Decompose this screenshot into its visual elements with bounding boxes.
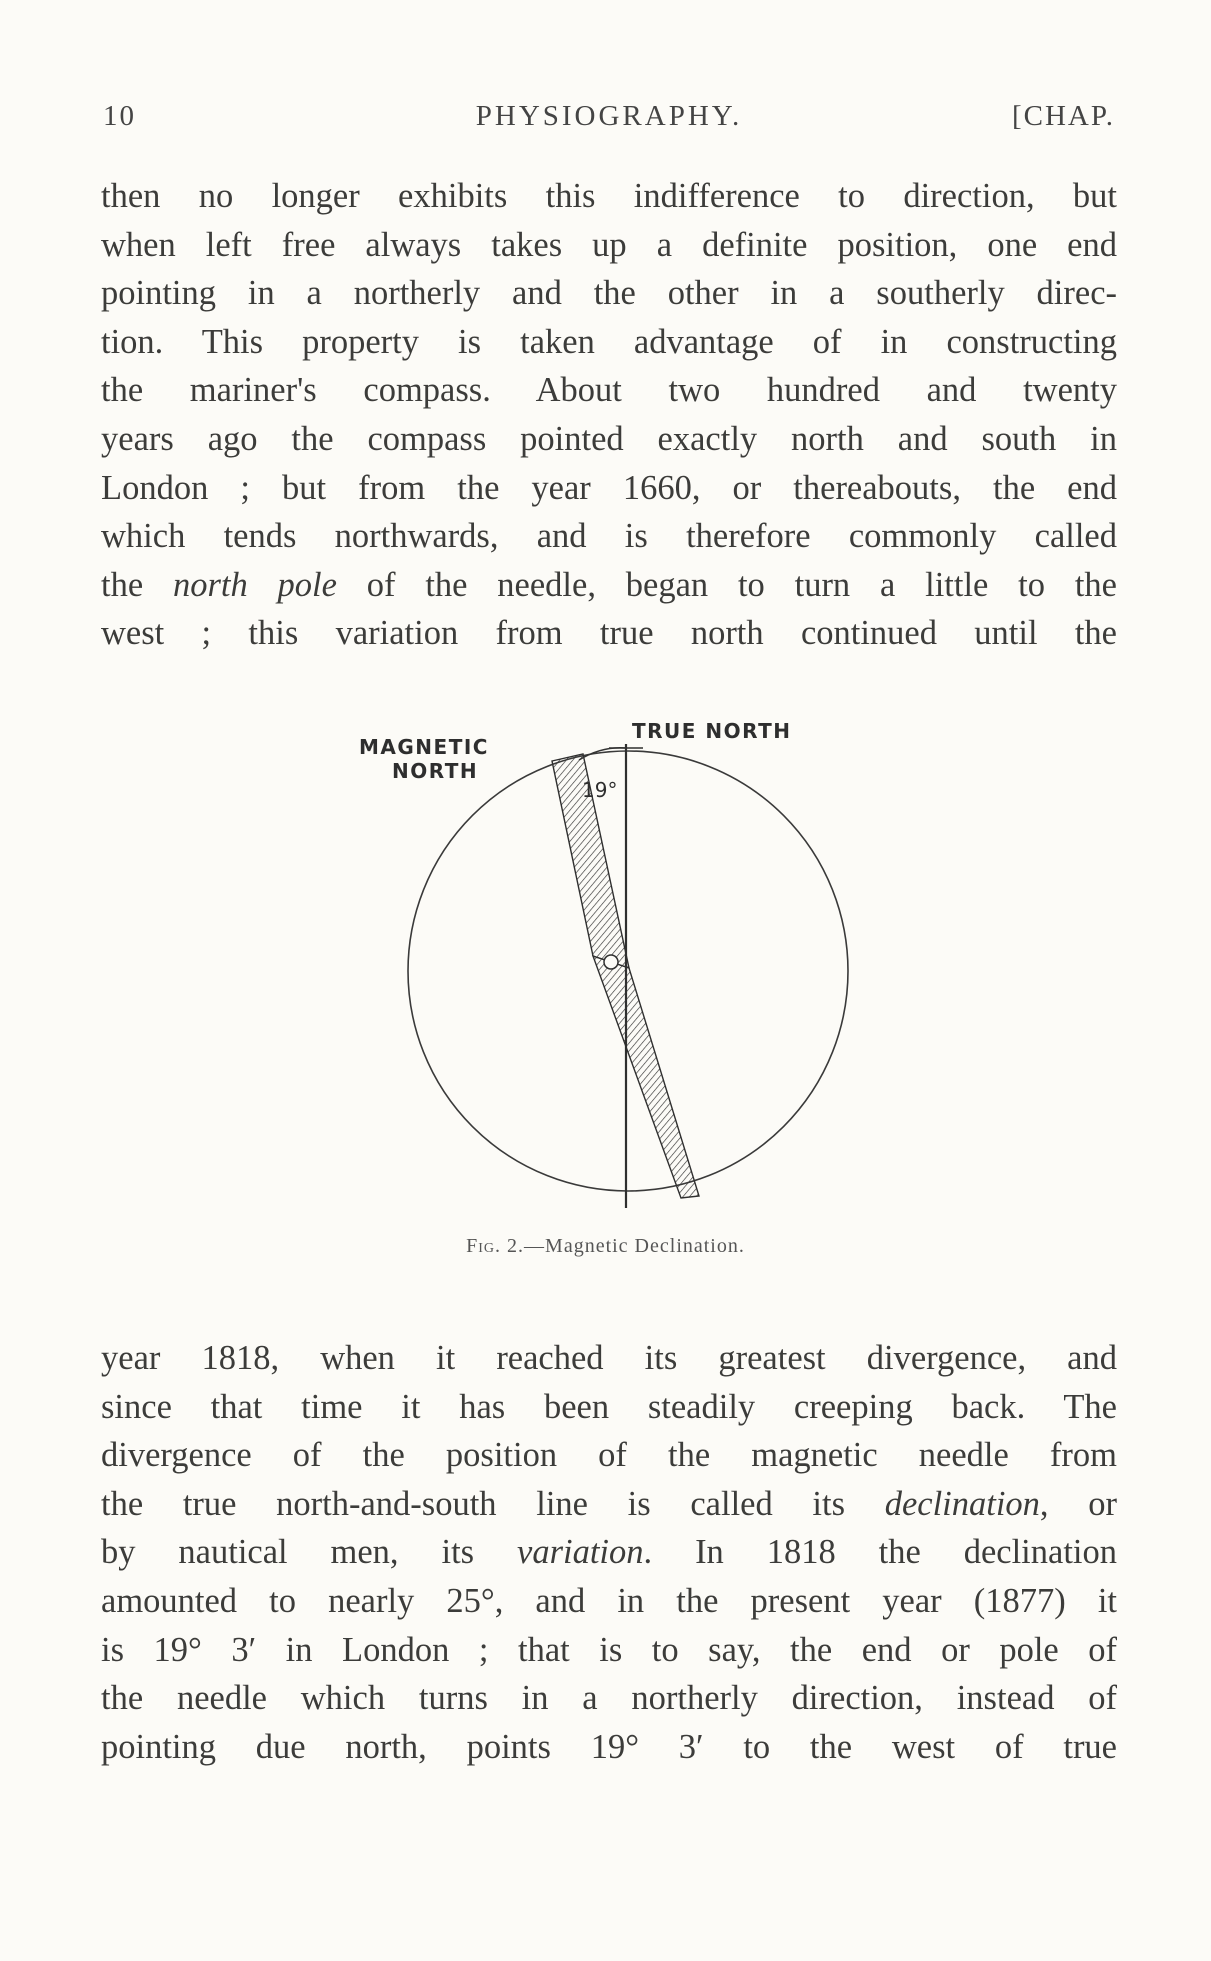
text-line: since that time it has been steadily creeping back. The bbox=[101, 1387, 1117, 1426]
text-line: London ; but from the year 1660, or thereabouts, the end bbox=[101, 468, 1117, 507]
text-line: west ; this variation from true north continued until the bbox=[101, 614, 1117, 653]
text-line: which tends northwards, and is therefore commonly called bbox=[101, 517, 1117, 556]
text-span: . In 1818 the declination bbox=[643, 1533, 1117, 1572]
text-line bbox=[101, 1528, 1117, 1577]
text-line: then no longer exhibits this indifference to direction, but bbox=[101, 177, 1117, 215]
text-line: tion. This property is taken advantage of in constructing bbox=[101, 322, 1117, 361]
north-label: NORTH bbox=[392, 759, 479, 783]
text-line: amounted to nearly 25°, and in the present year (1877) it bbox=[101, 1581, 1117, 1620]
text-line: when left free always takes up a definite position, one end bbox=[101, 225, 1117, 264]
text-span: the bbox=[101, 565, 173, 604]
needle-south-half bbox=[593, 956, 699, 1198]
text-line: the needle which turns in a northerly direction, instead of bbox=[101, 1679, 1117, 1718]
text-span: the true north-and-south line is called its bbox=[101, 1484, 885, 1523]
declination-figure bbox=[355, 708, 855, 1228]
figure-caption bbox=[0, 1235, 1211, 1258]
term-north-pole: north pole bbox=[172, 565, 337, 604]
paragraph-bottom bbox=[101, 1334, 1117, 1771]
caption-text: —Magnetic Declination. bbox=[524, 1235, 745, 1257]
angle-arc bbox=[579, 748, 626, 760]
text-span: of the needle, began to turn a little to the bbox=[336, 565, 1117, 604]
angle-label: 19° bbox=[582, 778, 618, 802]
paragraph-top bbox=[101, 172, 1117, 658]
text-line: pointing due north, points 19° 3′ to the west of true bbox=[101, 1727, 1117, 1766]
running-head bbox=[103, 100, 1115, 140]
text-line bbox=[101, 561, 1117, 610]
needle-pivot bbox=[604, 955, 618, 969]
term-variation: variation bbox=[517, 1533, 644, 1572]
text-line bbox=[101, 1480, 1117, 1529]
text-span: by nautical men, its bbox=[101, 1533, 518, 1572]
text-line: years ago the compass pointed exactly north and south in bbox=[101, 419, 1117, 458]
chapter-marker: [CHAP. bbox=[1011, 100, 1115, 132]
true-north-label: TRUE NORTH bbox=[632, 719, 792, 743]
page-number: 10 bbox=[103, 100, 136, 132]
text-line: is 19° 3′ in London ; that is to say, the end or pole of bbox=[101, 1630, 1117, 1669]
term-declination: declination bbox=[884, 1484, 1040, 1523]
text-line: pointing in a northerly and the other in a southerly direc- bbox=[101, 274, 1117, 313]
text-span: , or bbox=[1039, 1484, 1117, 1523]
running-title: PHYSIOGRAPHY. bbox=[475, 100, 743, 132]
text-line: year 1818, when it reached its greatest divergence, and bbox=[101, 1339, 1117, 1377]
magnetic-label: MAGNETIC bbox=[359, 735, 489, 759]
figure-number: Fig. 2. bbox=[466, 1235, 525, 1257]
declination-diagram bbox=[355, 708, 855, 1228]
text-line: divergence of the position of the magnetic needle from bbox=[101, 1436, 1117, 1475]
text-line: the mariner's compass. About two hundred and twenty bbox=[101, 371, 1117, 410]
